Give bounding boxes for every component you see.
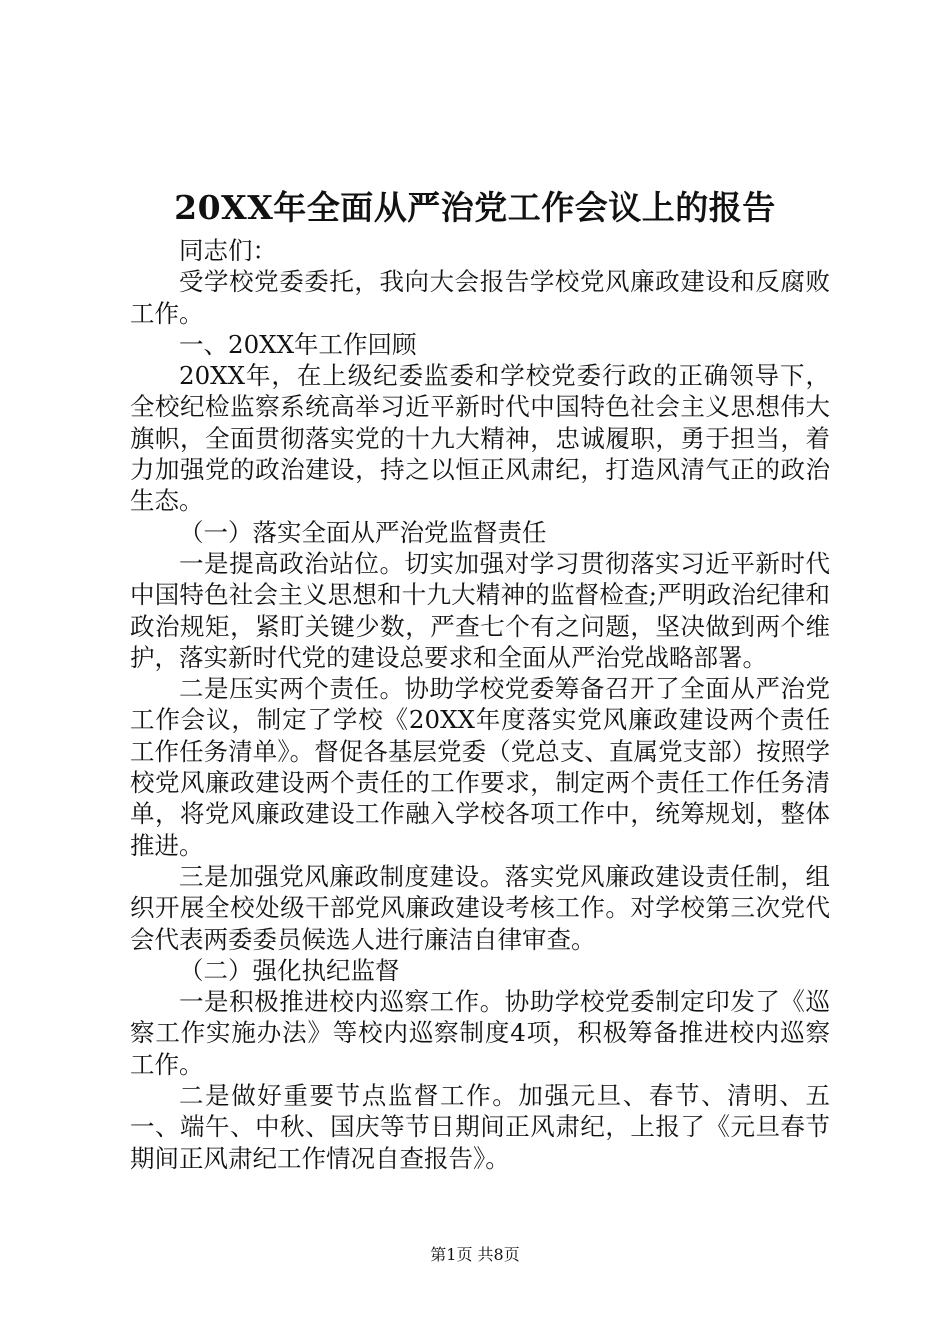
- paragraph-inspection: 一是积极推进校内巡察工作。协助学校党委制定印发了《巡察工作实施办法》等校内巡察制度4项，积极筹备推进校内巡察工作。: [130, 987, 830, 1079]
- section-heading-review: 一、20XX年工作回顾: [179, 329, 417, 359]
- paragraph-system-building: 三是加强党风廉政制度建设。落实党风廉政建设责任制，组织开展全校处级干部党风廉政建设考核工作。对学校第三次党代会代表两委委员候选人进行廉洁自律审查。: [130, 861, 830, 954]
- subsection-heading-responsibility: （一）落实全面从严治党监督责任: [179, 517, 547, 547]
- paragraph-holiday-supervision: 二是做好重要节点监督工作。加强元旦、春节、清明、五一、端午、中秋、国庆等节日期间正风肃纪，上报了《元旦春节期间正风肃纪工作情况自查报告》。: [130, 1081, 830, 1173]
- subsection-heading-supervision: （二）强化执纪监督: [179, 955, 400, 985]
- page-footer: 第1页 共8页: [430, 1245, 520, 1264]
- document-body: [130, 235, 830, 1174]
- paragraph-overview: 20XX年，在上级纪委监委和学校党委行政的正确领导下，全校纪检监察系统高举习近平新时代中国特色社会主义思想伟大旗帜，全面贯彻落实党的十九大精神，忠诚履职，勇于担当，着力加强党的政治建设，持之以恒正风肃纪，打造风清气正的政治生态。: [130, 361, 830, 516]
- paragraph-two-responsibilities: 二是压实两个责任。协助学校党委筹备召开了全面从严治党工作会议，制定了学校《20XX年度落实党风廉政建设两个责任工作任务清单》。督促各基层党委（党总支、直属党支部）按照学校党风廉政建设两个责任的工作要求，制定两个责任工作任务清单，将党风廉政建设工作融入学校各项工作中，统筹规划，整体推进。: [130, 674, 830, 860]
- document-title: 20XX年全面从严治党工作会议上的报告: [174, 188, 776, 227]
- paragraph-intro: 受学校党委委托，我向大会报告学校党风廉政建设和反腐败工作。: [130, 267, 830, 328]
- paragraph-political-stance: 一是提高政治站位。切实加强对学习贯彻落实习近平新时代中国特色社会主义思想和十九大精神的监督检查;严明政治纪律和政治规矩，紧盯关键少数，严查七个有之问题，坚决做到两个维护，落实新时代党的建设总要求和全面从严治党战略部署。: [130, 548, 830, 672]
- salutation: 同志们：: [179, 236, 277, 265]
